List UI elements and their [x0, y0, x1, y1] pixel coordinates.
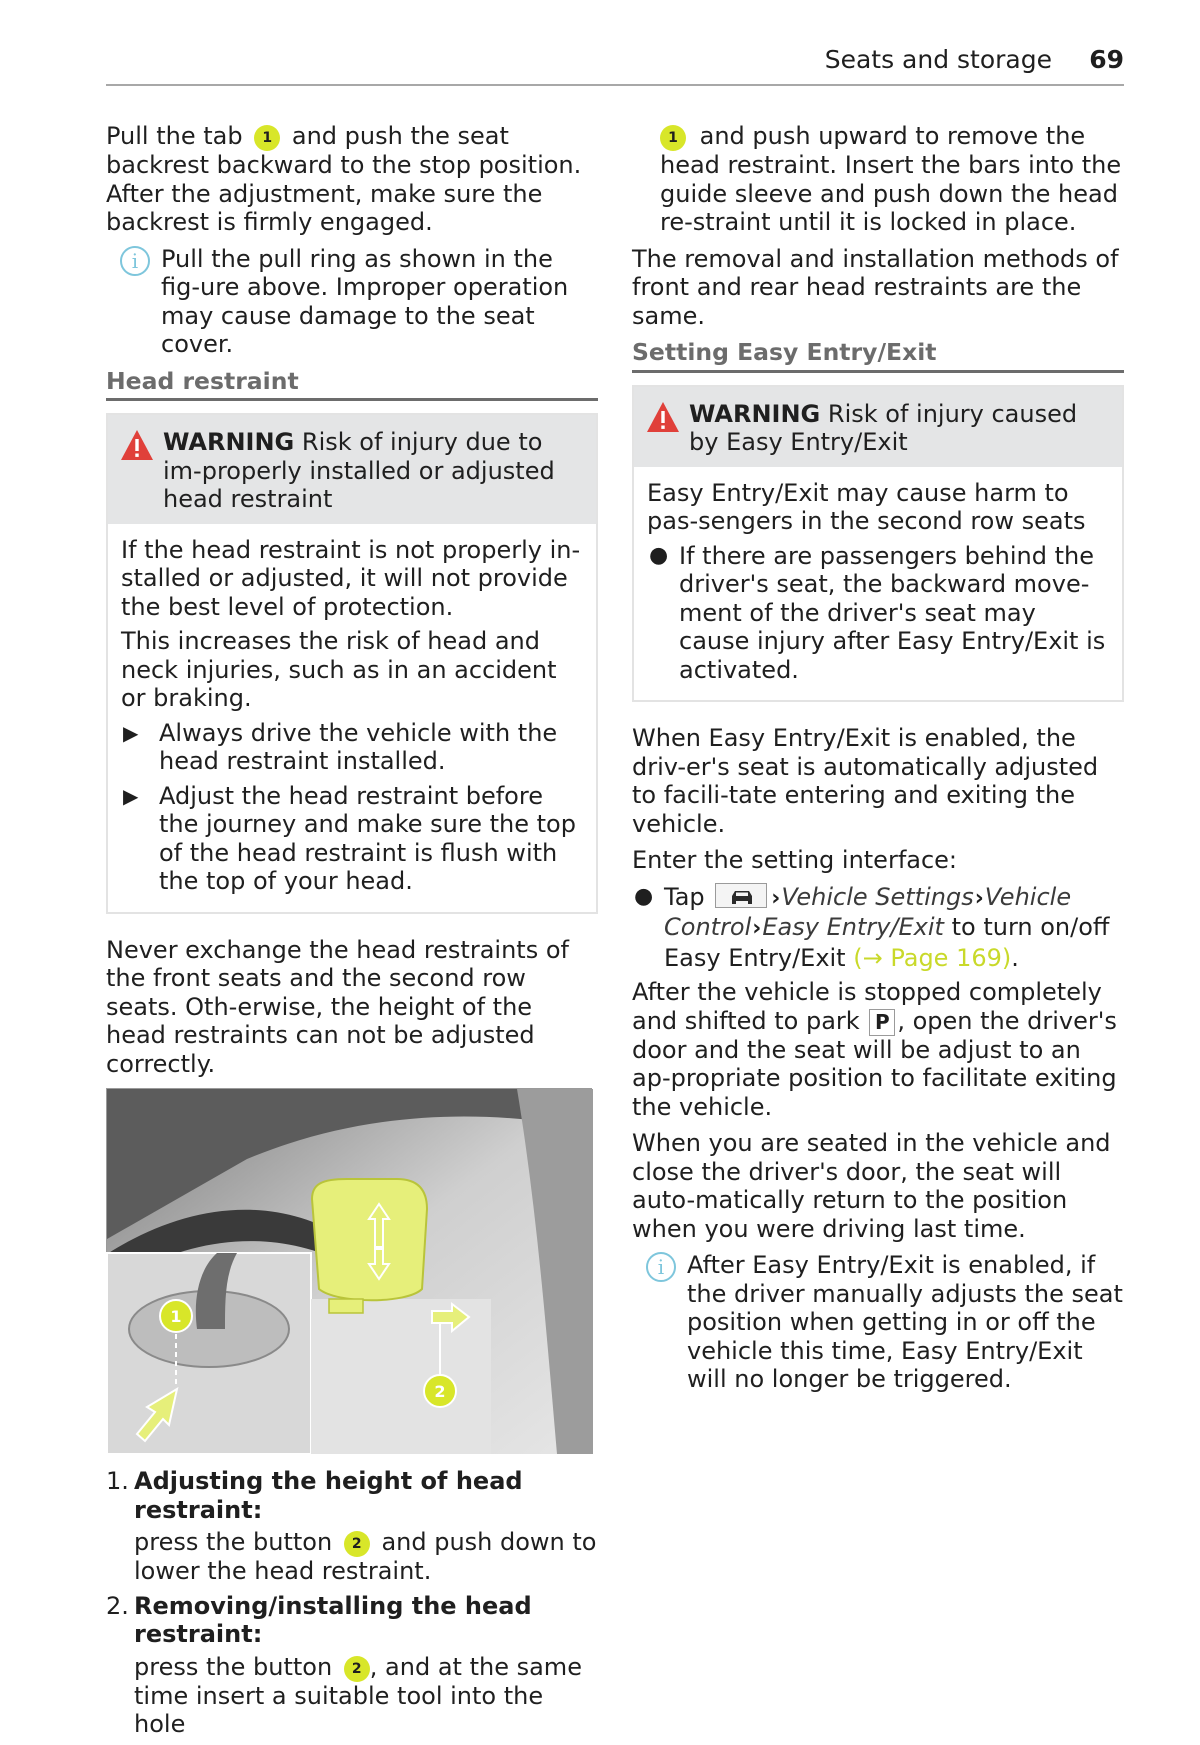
body-paragraph: When Easy Entry/Exit is enabled, the driv-er's seat is automatically adjusted to facili-tate entering and exiting the vehicle.	[632, 724, 1099, 838]
list-item-text: Always drive the vehicle with the head restraint installed.	[159, 718, 558, 775]
bullet-icon: ●	[649, 542, 669, 568]
info-note	[106, 245, 598, 359]
step-number: 2.	[106, 1591, 129, 1620]
tap-tail-text: to turn on/off Easy Entry/Exit	[664, 913, 1110, 972]
chevron-right-icon: ›	[771, 885, 781, 911]
warning-header	[108, 415, 596, 524]
step-title: Adjusting the height of head restraint:	[134, 1467, 523, 1524]
callout-marker: 1	[254, 125, 280, 151]
page-reference-link[interactable]: (→ Page 169)	[853, 943, 1012, 972]
warning-box	[106, 413, 598, 914]
list-item	[106, 1467, 598, 1586]
list-item	[121, 719, 584, 776]
step-text-b: and push down to lower the head restraint.	[134, 1528, 597, 1585]
section-heading: Head restraint	[106, 367, 598, 402]
callout-marker: 2	[344, 1656, 370, 1682]
step-text-b: , and at the same time insert a suitable tool into the hole	[134, 1652, 582, 1738]
menu-path-vehicle-settings: Vehicle Settings	[781, 882, 974, 911]
head-restraint-illustration	[107, 1089, 593, 1454]
warning-box	[632, 385, 1124, 703]
intro-text-a: Pull the tab	[106, 122, 243, 150]
info-icon: i	[120, 246, 150, 276]
park-text-a: After the vehicle is stopped completely and shifted to park	[632, 978, 1102, 1035]
info-icon: i	[646, 1252, 676, 1282]
callout-marker: 1	[660, 125, 686, 151]
list-item	[647, 542, 1110, 685]
list-item	[121, 782, 584, 896]
bullet-icon: ●	[634, 883, 654, 909]
callout-marker: 2	[344, 1531, 370, 1557]
warning-bullet-list	[647, 542, 1110, 685]
chevron-right-icon: ›	[974, 885, 984, 911]
list-item	[106, 1592, 598, 1739]
warning-paragraph: If the head restraint is not properly in-stalled or adjusted, it will not provide the best level of protection.	[121, 535, 581, 621]
step-number: 1.	[106, 1467, 129, 1495]
warning-label: WARNING	[689, 399, 821, 428]
warning-triangle-icon	[120, 429, 154, 461]
setting-steps-list	[632, 883, 1124, 973]
park-text-b: , open the driver's door and the seat will be adjust to an ap-propriate position to facilitate exiting the vehicle.	[632, 1006, 1117, 1121]
park-key-icon: P	[869, 1009, 895, 1036]
triangle-bullet-icon: ▶	[123, 783, 139, 808]
warning-paragraph: Easy Entry/Exit may cause harm to pas-sengers in the second row seats	[647, 478, 1086, 535]
info-note-text: After Easy Entry/Exit is enabled, if the driver manually adjusts the seat position when getting in or off the vehicle this time, Easy Entry/Exit will no longer be triggered.	[687, 1251, 1123, 1393]
body-paragraph: Never exchange the head restraints of the front seats and the second row seats. Oth-erwise, the height of the head restraints can not be adjusted correctly.	[106, 935, 569, 1078]
warning-header	[634, 387, 1122, 467]
body-paragraph: The removal and installation methods of front and rear head restraints are the same.	[632, 244, 1119, 330]
warning-body	[634, 467, 1122, 701]
page-header	[106, 40, 1124, 86]
warning-label: WARNING	[163, 428, 295, 456]
section-title: Seats and storage	[824, 45, 1052, 74]
list-item-text: Adjust the head restraint before the journey and make sure the top of the head restraint is flush with the top of your head.	[159, 781, 576, 895]
step-title: Removing/installing the head restraint:	[134, 1591, 532, 1648]
intro-text-b: and push the seat backrest backward to the stop position. After the adjustment, make sure the backrest is firmly engaged.	[106, 122, 582, 236]
right-column	[632, 122, 1124, 1402]
menu-path-easy-entry-exit: Easy Entry/Exit	[762, 913, 944, 941]
warning-triangle-icon	[646, 401, 680, 433]
intro-paragraph	[106, 122, 598, 237]
warning-paragraph: This increases the risk of head and neck injuries, such as in an accident or braking.	[121, 627, 557, 712]
continued-step-text: and push upward to remove the head restraint. Insert the bars into the guide sleeve and push down the head re-straint until it is locked in place.	[660, 122, 1122, 236]
warning-title: Risk of injury due to im-properly installed or adjusted head restraint	[163, 428, 555, 513]
page-number: 69	[1089, 45, 1124, 74]
head-restraint-figure	[106, 1088, 592, 1453]
numbered-steps	[106, 1467, 598, 1739]
info-note	[632, 1251, 1124, 1394]
section-heading: Setting Easy Entry/Exit	[632, 338, 1124, 373]
left-column	[106, 122, 598, 1745]
chevron-right-icon: ›	[752, 916, 762, 941]
figure-marker-1: 1	[170, 1307, 182, 1326]
list-item-text: If there are passengers behind the driver's seat, the backward move-ment of the driver's seat may cause injury after Easy Entry/Exit is activated.	[679, 541, 1106, 684]
continued-step	[632, 122, 1124, 237]
menu-path-vehicle-control: Vehicle Control	[664, 882, 1072, 941]
period: .	[1011, 943, 1019, 972]
body-paragraph	[632, 978, 1124, 1121]
warning-body	[108, 524, 596, 912]
body-paragraph: When you are seated in the vehicle and close the driver's door, the seat will auto-matically return to the position when you were driving last time.	[632, 1129, 1111, 1243]
warning-action-list	[121, 719, 584, 896]
triangle-bullet-icon: ▶	[123, 720, 139, 745]
list-item	[632, 883, 1124, 973]
step-text-a: press the button	[134, 1528, 333, 1556]
info-note-text: Pull the pull ring as shown in the fig-ure above. Improper operation may cause damage to the seat cover.	[161, 244, 569, 358]
body-paragraph: Enter the setting interface:	[632, 846, 958, 874]
warning-title: Risk of injury caused by Easy Entry/Exit	[689, 399, 1078, 456]
step-text-a: press the button	[134, 1652, 333, 1681]
car-icon	[715, 883, 767, 908]
figure-marker-2: 2	[434, 1382, 446, 1401]
tap-text: Tap	[664, 882, 705, 911]
